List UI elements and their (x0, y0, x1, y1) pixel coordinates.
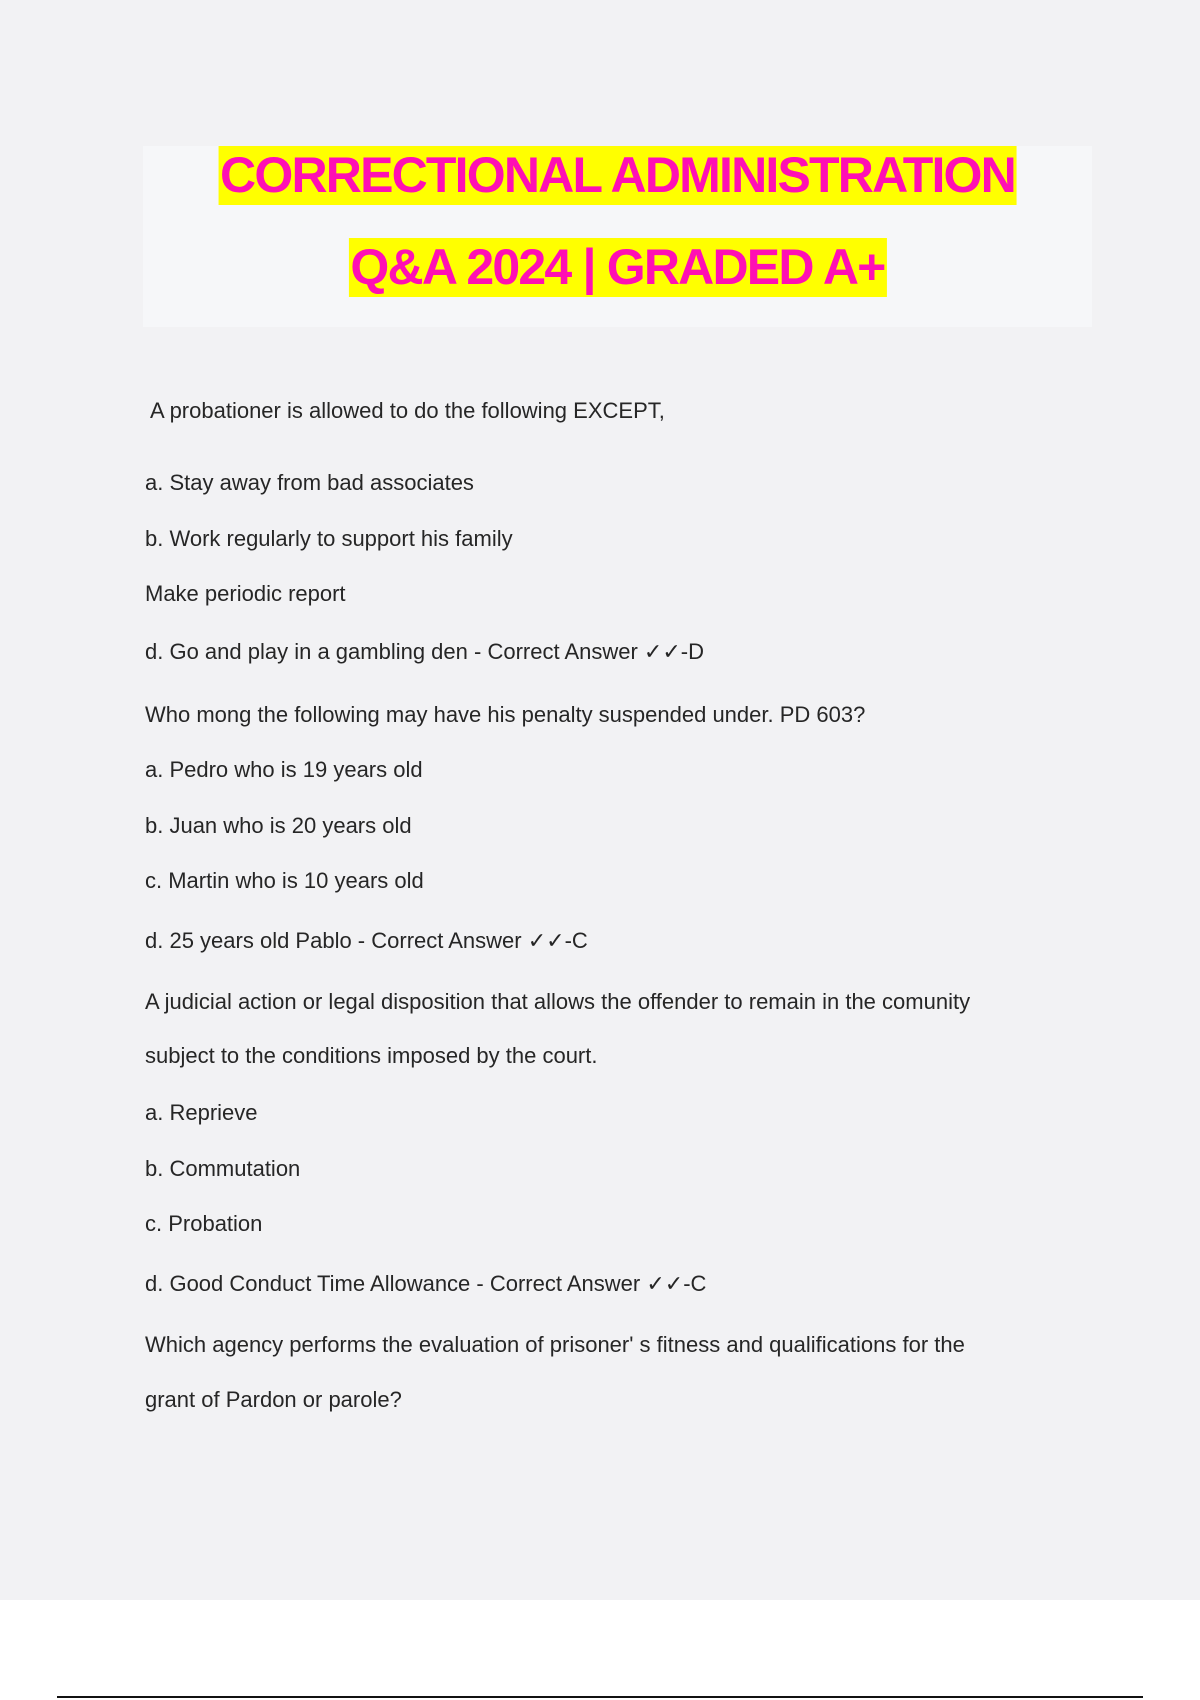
answer-option: a. Stay away from bad associates (145, 470, 474, 495)
title-banner (143, 146, 1092, 327)
document-title-line-1: CORRECTIONAL ADMINISTRATION (220, 147, 1015, 203)
answer-option: a. Reprieve (145, 1100, 258, 1125)
question-text: grant of Pardon or parole? (145, 1387, 402, 1412)
answer-option: b. Juan who is 20 years old (145, 813, 412, 838)
answer-option-correct-answer: d. Go and play in a gambling den - Correct Answer ✓✓-D (145, 639, 705, 664)
question-text: subject to the conditions imposed by the court. (145, 1043, 598, 1068)
answer-option: c. Probation (145, 1211, 263, 1236)
answer-option: a. Pedro who is 19 years old (145, 757, 423, 782)
question-text: A judicial action or legal disposition that allows the offender to remain in the comunity (145, 989, 971, 1014)
answer-option: b. Commutation (145, 1156, 301, 1181)
footer-rule (57, 1696, 1143, 1698)
question-text: Which agency performs the evaluation of prisoner' s fitness and qualifications for the (145, 1332, 965, 1357)
answer-option: b. Work regularly to support his family (145, 526, 513, 551)
question-text: A probationer is allowed to do the following EXCEPT, (150, 398, 665, 423)
answer-option-correct-answer: d. 25 years old Pablo - Correct Answer ✓✓-C (145, 928, 588, 953)
answer-option-correct-answer: d. Good Conduct Time Allowance - Correct Answer ✓✓-C (145, 1271, 707, 1296)
question-text: Who mong the following may have his penalty suspended under. PD 603? (145, 702, 866, 727)
answer-option: c. Martin who is 10 years old (145, 868, 424, 893)
answer-option: Make periodic report (145, 581, 346, 606)
document-title-line-2: Q&A 2024 | GRADED A+ (350, 239, 885, 295)
